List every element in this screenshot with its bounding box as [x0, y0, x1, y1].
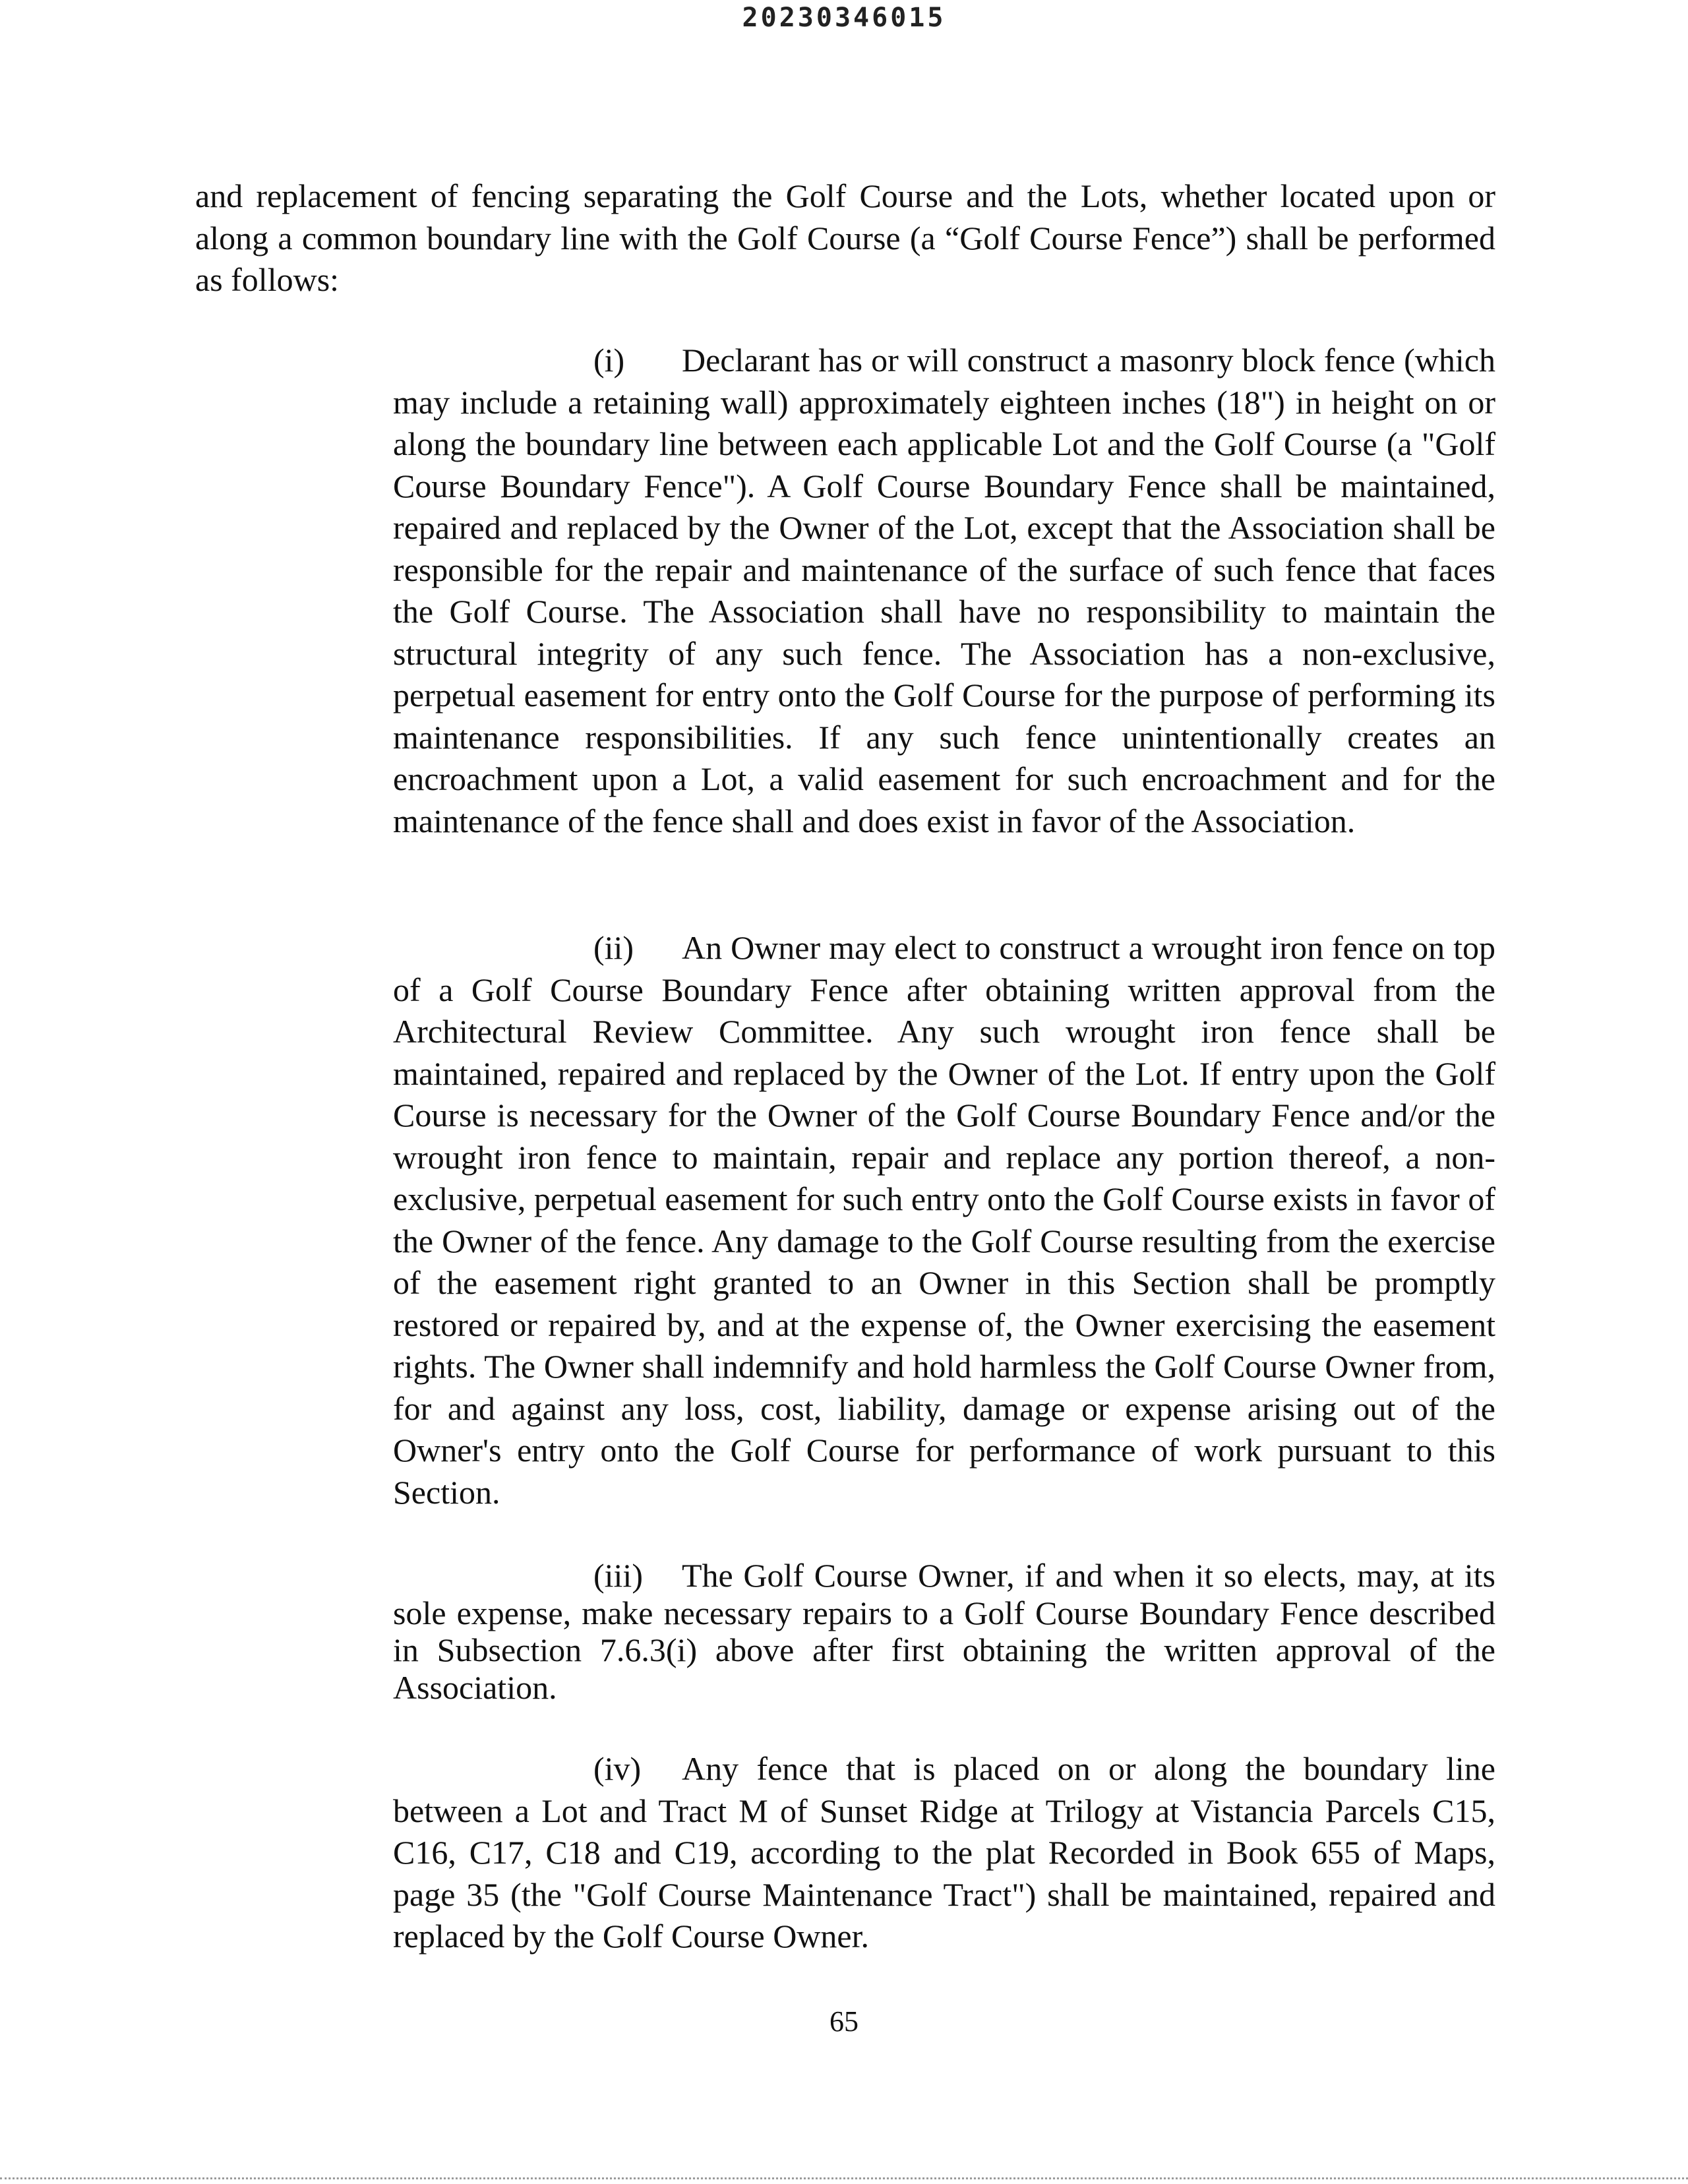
- subsection-i-text: Declarant has or will construct a masonry block fence (which may include a retaining wall) approximately eighteen inches (18") in height on or along the boundary line between each applicable Lot and the Golf Course (a "Golf Course Boundary Fence"). A Golf Course Boundary Fence shall be maintained, repaired and replaced by the Owner of the Lot, except that the Association shall be responsible for the repair and maintenance of the surface of such fence that faces the Golf Course. The Association shall have no responsibility to maintain the structural integrity of any such fence. The Association has a non-exclusive, perpetual easement for entry onto the Golf Course for the purpose of performing its maintenance responsibilities. If any such fence unintentionally creates an encroachment upon a Lot, a valid easement for such encroachment and for the maintenance of the fence shall and does exist in favor of the Association.: [393, 342, 1495, 839]
- subsection-i: [393, 340, 1495, 842]
- subsection-iv-number: (iv): [593, 1750, 642, 1787]
- subsection-iii-number: (iii): [593, 1557, 643, 1594]
- scan-edge-divider: [0, 2177, 1688, 2179]
- subsection-ii-text: An Owner may elect to construct a wrought iron fence on top of a Golf Course Boundary Fence after obtaining written approval from the Architectural Review Committee. Any such wrought iron fence shall be maintained, repaired and replaced by the Owner of the Lot. If entry upon the Golf Course is necessary for the Owner of the Golf Course Boundary Fence and/or the wrought iron fence to maintain, repair and replace any portion thereof, a non-exclusive, perpetual easement for such entry onto the Golf Course exists in favor of the Owner of the fence. Any damage to the Golf Course resulting from the exercise of the easement right granted to an Owner in this Section shall be promptly restored or repaired by, and at the expense of, the Owner exercising the easement rights. The Owner shall indemnify and hold harmless the Golf Course Owner from, for and against any loss, cost, liability, damage or expense arising out of the Owner's entry onto the Golf Course for performance of work pursuant to this Section.: [393, 929, 1495, 1511]
- subsection-iv-text: Any fence that is placed on or along the boundary line between a Lot and Tract M of Sunset Ridge at Trilogy at Vistancia Parcels C15, C16, C17, C18 and C19, according to the plat Recorded in Book 655 of Maps, page 35 (the "Golf Course Maintenance Tract") shall be maintained, repaired and replaced by the Golf Course Owner.: [393, 1750, 1495, 1955]
- subsection-i-number: (i): [593, 342, 625, 379]
- subsection-iii-text: The Golf Course Owner, if and when it so elects, may, at its sole expense, make necessary repairs to a Golf Course Boundary Fence described in Subsection 7.6.3(i) above after first obtaining the written approval of the Association.: [393, 1557, 1495, 1706]
- subsection-ii-number: (ii): [593, 929, 634, 966]
- subsection-iii: [393, 1557, 1495, 1706]
- page-number: 65: [829, 2005, 859, 2038]
- recording-number: 20230346015: [742, 3, 946, 33]
- subsection-iv: [393, 1748, 1495, 1958]
- intro-paragraph: and replacement of fencing separating the Golf Course and the Lots, whether located upon or along a common boundary line with the Golf Course (a “Golf Course Fence”) shall be performed as follows:: [195, 177, 1495, 298]
- subsection-ii: [393, 927, 1495, 1513]
